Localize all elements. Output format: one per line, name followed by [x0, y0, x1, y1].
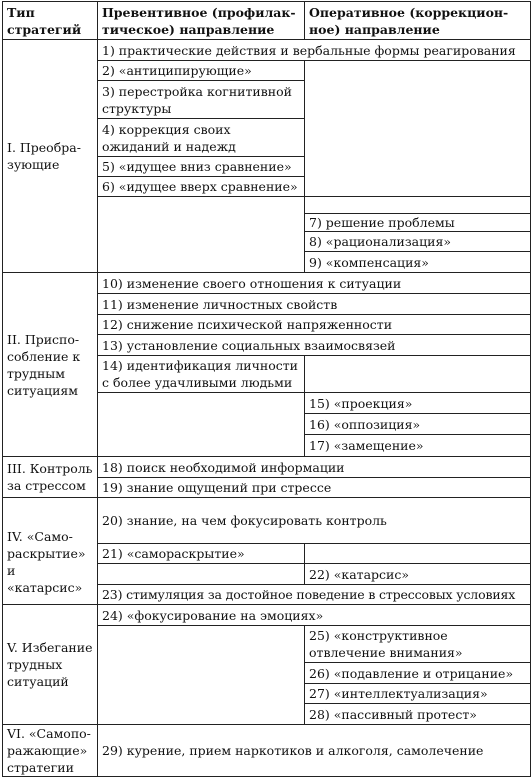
empty-cell	[98, 197, 305, 273]
strategy-cell: 18) поиск необходимой информации	[98, 457, 531, 478]
group-type-cell: VI. «Самопо-ражающие» стратегии	[3, 725, 98, 777]
strategy-cell: 29) курение, прием наркотиков и алкоголя, самолечение	[98, 725, 531, 777]
empty-cell	[305, 544, 531, 564]
strategy-cell: 11) изменение личностных свойств	[98, 294, 531, 315]
table-row	[3, 273, 531, 294]
table-row	[3, 725, 531, 777]
group-type-cell: III. Контроль за стрессом	[3, 457, 98, 498]
strategy-cell: 14) идентификация личности с более удачливыми людьми	[98, 356, 305, 393]
empty-cell	[305, 197, 531, 214]
group-type-cell: I. Преобра-зующие	[3, 40, 98, 273]
strategy-cell: 2) «антиципирующие»	[98, 61, 305, 81]
strategy-cell: 24) «фокусирование на эмоциях»	[98, 605, 531, 626]
group-type-cell: V. Избегание трудных ситуаций	[3, 605, 98, 725]
empty-cell	[305, 356, 531, 393]
strategy-cell: 25) «конструктивное отвлечение внимания»	[305, 626, 531, 663]
empty-cell	[98, 393, 305, 457]
coping-strategies-table	[2, 1, 531, 777]
strategy-cell: 13) установление социальных взаимосвязей	[98, 335, 531, 356]
strategy-cell: 21) «самораскрытие»	[98, 544, 305, 564]
header-row	[3, 2, 531, 40]
empty-cell	[305, 61, 531, 197]
strategy-cell: 4) коррекция своих ожиданий и надежд	[98, 119, 305, 157]
strategy-cell: 12) снижение психической напряженности	[98, 315, 531, 335]
group-type-cell: IV. «Само-раскрытие» и «катарсис»	[3, 498, 98, 605]
strategy-cell: 8) «рационализация»	[305, 232, 531, 252]
table-row	[3, 40, 531, 61]
header-operative: Оперативное (коррекцион-ное) направление	[305, 2, 531, 40]
header-type: Тип стратегий	[3, 2, 98, 40]
header-preventive: Превентивное (профилак-тическое) направление	[98, 2, 305, 40]
strategy-cell: 7) решение проблемы	[305, 214, 531, 232]
strategy-cell: 26) «подавление и отрицание»	[305, 663, 531, 684]
strategy-cell: 28) «пассивный протест»	[305, 704, 531, 725]
group-type-cell: II. Приспо-собление к трудным ситуациям	[3, 273, 98, 457]
strategy-cell: 3) перестройка когнитивной структуры	[98, 81, 305, 119]
strategy-cell: 20) знание, на чем фокусировать контроль	[98, 498, 531, 544]
empty-cell	[98, 564, 305, 585]
strategy-cell: 15) «проекция»	[305, 393, 531, 414]
strategy-cell: 17) «замещение»	[305, 435, 531, 457]
table-row	[3, 457, 531, 478]
table-row	[3, 605, 531, 626]
strategy-cell: 1) практические действия и вербальные формы реагирования	[98, 40, 531, 61]
empty-cell	[98, 626, 305, 725]
strategy-cell: 10) изменение своего отношения к ситуации	[98, 273, 531, 294]
strategy-cell: 27) «интеллектуализация»	[305, 684, 531, 704]
strategy-cell: 5) «идущее вниз сравнение»	[98, 157, 305, 177]
strategy-cell: 16) «оппозиция»	[305, 414, 531, 435]
strategy-cell: 19) знание ощущений при стрессе	[98, 478, 531, 498]
strategy-cell: 6) «идущее вверх сравнение»	[98, 177, 305, 197]
strategy-cell: 9) «компенсация»	[305, 252, 531, 273]
table-row	[3, 498, 531, 544]
strategy-cell: 23) стимуляция за достойное поведение в стрессовых условиях	[98, 585, 531, 605]
strategy-cell: 22) «катарсис»	[305, 564, 531, 585]
